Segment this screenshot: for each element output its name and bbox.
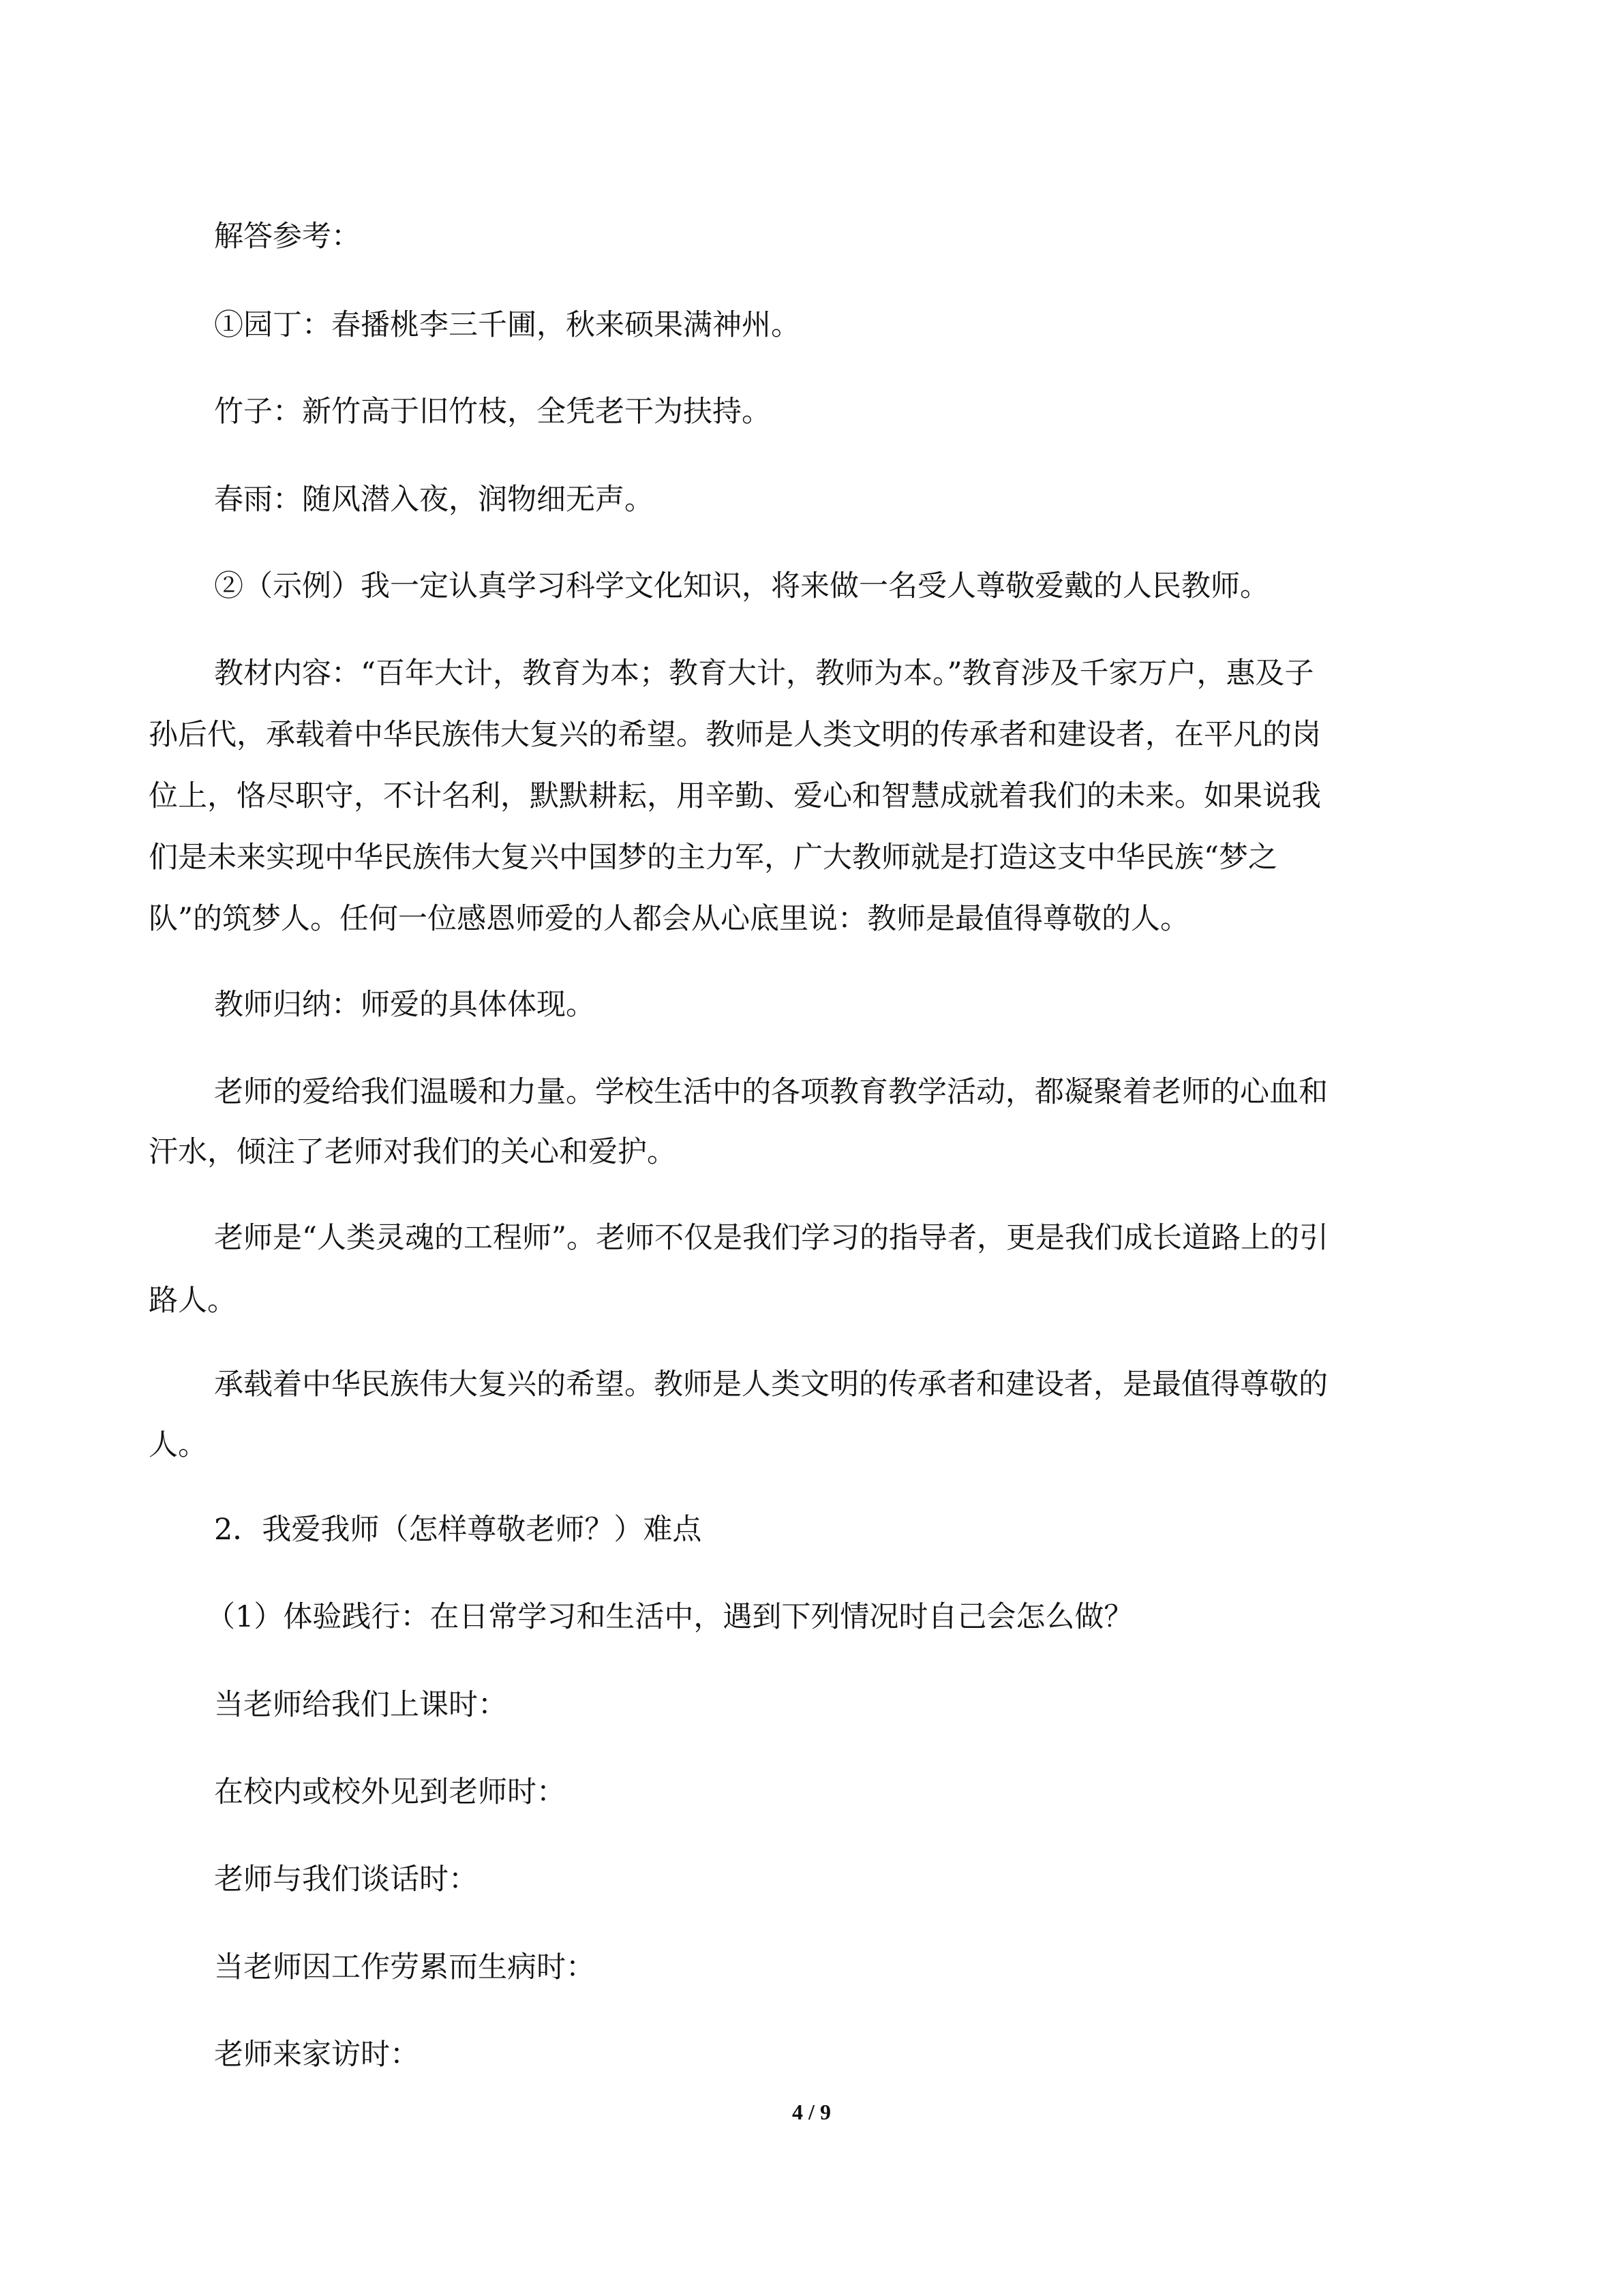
teacher-love-line: 老师的爱给我们温暖和力量。学校生活中的各项教育教学活动，都凝聚着老师的心血和 [214,1075,1328,1109]
hope-line: 承载着中华民族伟大复兴的希望。教师是人类文明的传承者和建设者，是最值得尊敬的 [214,1368,1328,1402]
answer-example: ②（示例）我一定认真学习科学文化知识，将来做一名受人尊敬爱戴的人民教师。 [214,569,1269,603]
situation-item: 当老师给我们上课时： [214,1688,507,1722]
teacher-summary: 教师归纳：师爱的具体体现。 [214,988,595,1022]
hope-line: 人。 [149,1428,207,1462]
answer-gardener: ①园丁：春播桃李三千圃，秋来硕果满神州。 [214,308,800,342]
answer-spring-rain: 春雨：随风潜入夜，润物细无声。 [214,483,654,517]
textbook-content-line: 孙后代，承载着中华民族伟大复兴的希望。教师是人类文明的传承者和建设者，在平凡的岗 [149,718,1321,752]
textbook-content-line: 队”的筑梦人。任何一位感恩师爱的人都会从心底里说：教师是最值得尊敬的人。 [149,902,1189,936]
situation-item: 当老师因工作劳累而生病时： [214,1950,595,1984]
textbook-content-line: 们是未来实现中华民族伟大复兴中国梦的主力军，广大教师就是打造这支中华民族“梦之 [149,841,1277,875]
answer-bamboo: 竹子：新竹高于旧竹枝，全凭老干为扶持。 [214,395,771,429]
soul-engineer-line: 路人。 [149,1284,237,1318]
soul-engineer-line: 老师是“人类灵魂的工程师”。老师不仅是我们学习的指导者，更是我们成长道路上的引 [214,1221,1329,1255]
situation-item: 在校内或校外见到老师时： [214,1775,566,1809]
teacher-love-line: 汗水，倾注了老师对我们的关心和爱护。 [149,1135,676,1169]
answer-reference-heading: 解答参考： [214,220,361,254]
situation-item: 老师来家访时： [214,2038,419,2072]
situation-item: 老师与我们谈话时： [214,1862,478,1897]
section-heading: 2．我爱我师（怎样尊敬老师？）难点 [214,1513,702,1547]
page-number: 4 / 9 [792,2100,831,2124]
textbook-content-line: 教材内容：“百年大计，教育为本；教育大计，教师为本。”教育涉及千家万户，惠及子 [214,656,1314,691]
textbook-content-line: 位上，恪尽职守，不计名利，默默耕耘，用辛勤、爱心和智慧成就着我们的未来。如果说我 [149,779,1321,813]
experience-question: （1）体验践行：在日常学习和生活中，遇到下列情况时自己会怎么做？ [206,1600,1134,1634]
